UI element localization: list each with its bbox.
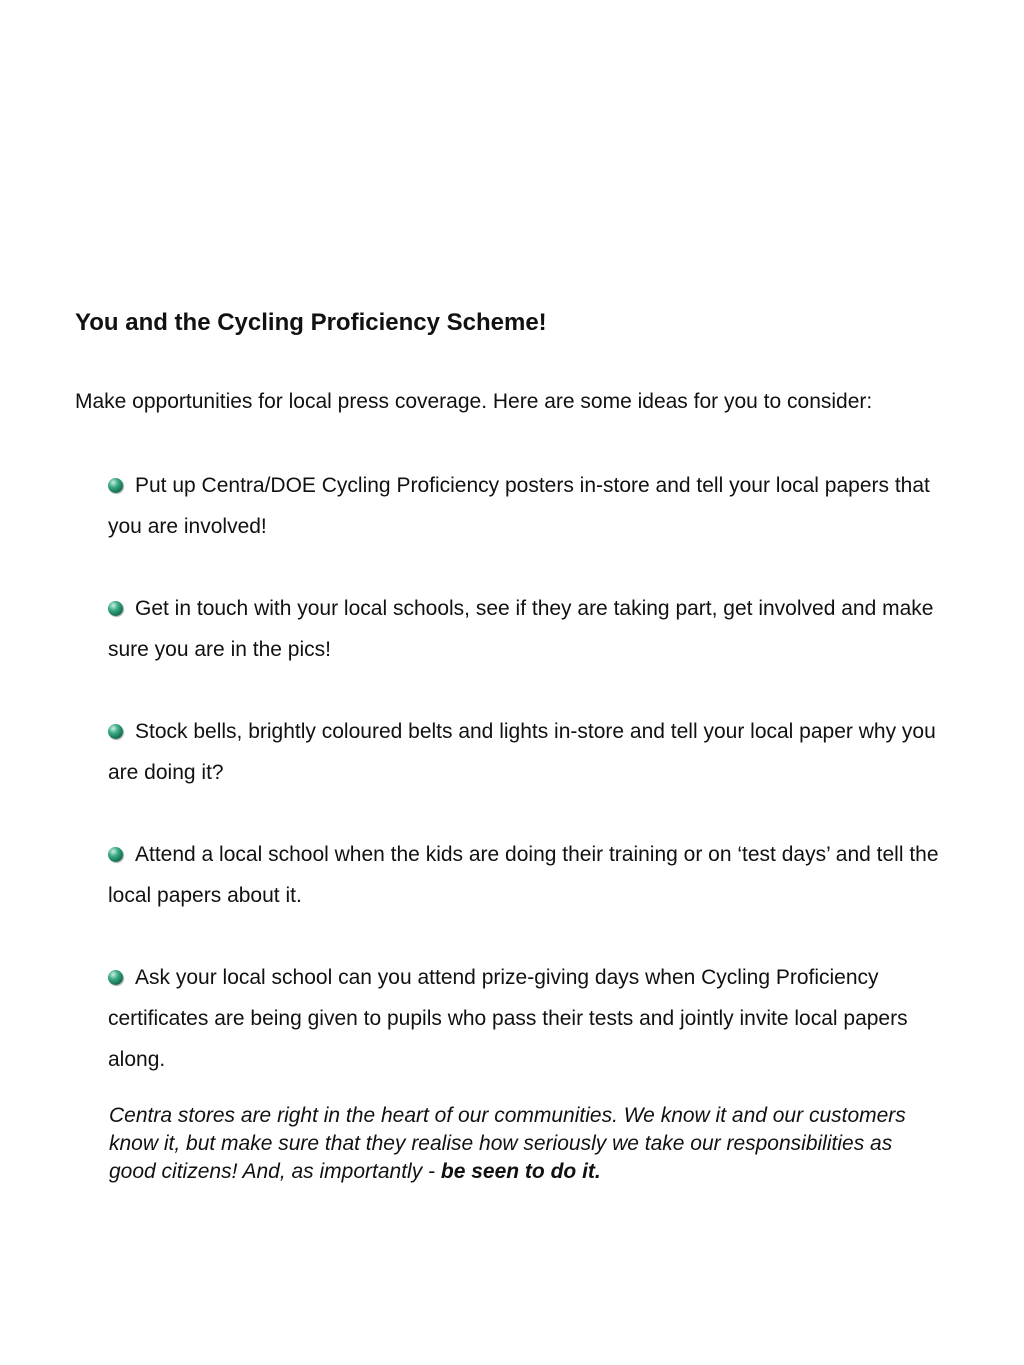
- green-globe-bullet-icon: [108, 478, 123, 493]
- ideas-list: [108, 465, 968, 1080]
- list-item-text: Attend a local school when the kids are doing their training or on ‘test days’ and tell the local papers about it.: [108, 843, 939, 907]
- list-item: [108, 588, 968, 670]
- list-item-text: Ask your local school can you attend prize-giving days when Cycling Proficiency certificates are being given to pupils who pass their tests and jointly invite local papers along.: [108, 966, 908, 1071]
- closing-paragraph: [109, 1102, 909, 1186]
- page-title: You and the Cycling Proficiency Scheme!: [75, 309, 547, 336]
- list-item-text: Get in touch with your local schools, see if they are taking part, get involved and make sure you are in the pics!: [108, 597, 934, 661]
- list-item-text: Put up Centra/DOE Cycling Proficiency posters in-store and tell your local papers that you are involved!: [108, 474, 930, 538]
- list-item: [108, 834, 968, 916]
- green-globe-bullet-icon: [108, 970, 123, 985]
- green-globe-bullet-icon: [108, 601, 123, 616]
- list-item-text: Stock bells, brightly coloured belts and lights in-store and tell your local paper why you are doing it?: [108, 720, 936, 784]
- green-globe-bullet-icon: [108, 724, 123, 739]
- list-item: [108, 957, 968, 1080]
- intro-paragraph: Make opportunities for local press coverage. Here are some ideas for you to consider:: [75, 390, 873, 413]
- closing-text: Centra stores are right in the heart of our communities. We know it and our customers know it, but make sure that they realise how seriously we take our responsibilities as good citizens! And, as importantly -: [109, 1104, 906, 1183]
- green-globe-bullet-icon: [108, 847, 123, 862]
- closing-emphasis: be seen to do it.: [440, 1160, 601, 1183]
- list-item: [108, 711, 968, 793]
- list-item: [108, 465, 968, 547]
